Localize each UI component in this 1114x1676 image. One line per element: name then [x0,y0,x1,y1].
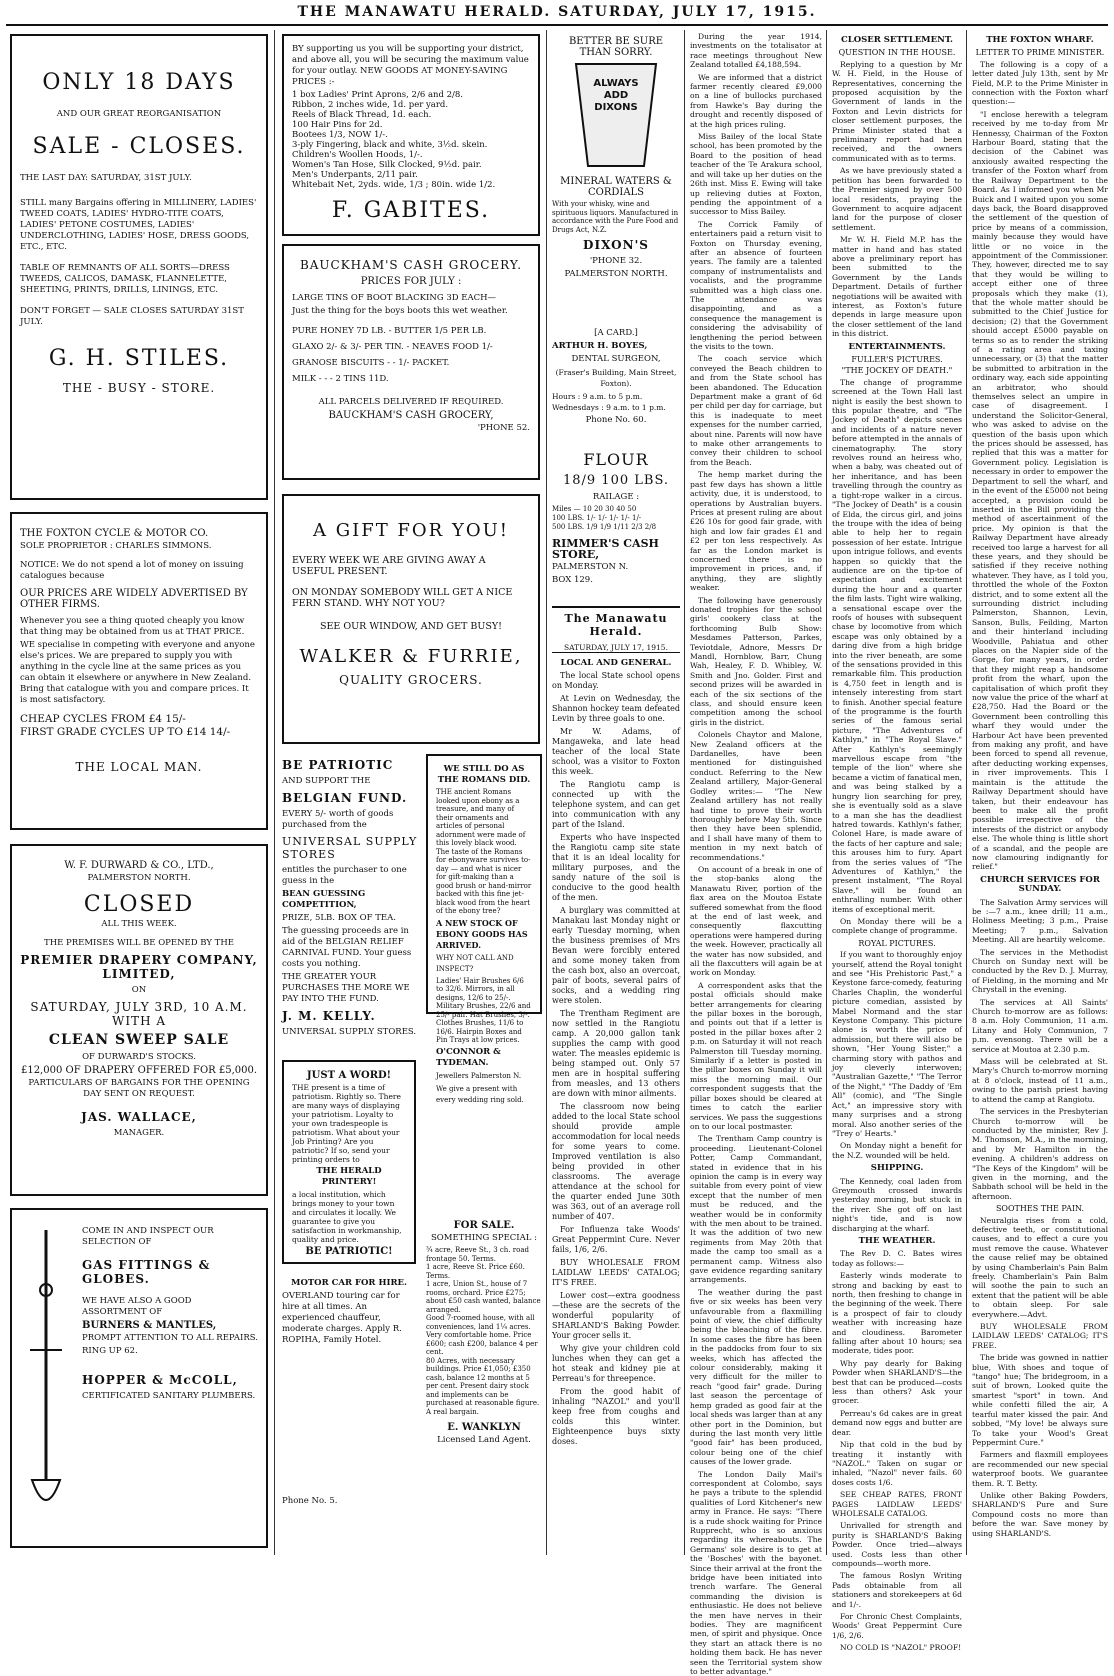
ad-text: 'PHONE 52. [477,423,530,433]
article-paragraph: Why give your children cold lunches when they can get a hot steak and kidney pie at Perreau's for threepence. [552,1344,680,1383]
article-paragraph: Easterly winds moderate to strong and backing by east to north, then freshing to change in the beginning of the week. There is a prospect of fair to cloudy weather with increasing haze and cloudiness. Barometer falling after about 10 hours; sea moderate, tides poor. [832,1271,962,1356]
ad-text: [A CARD.] [594,328,638,338]
column-rule [966,30,967,1555]
ad-headline: BETTER BE SURE THAN SORRY. [568,36,664,58]
table-row: 100 LBS. 1/- 1/- 1/- 1/- 1/- [552,514,642,522]
article-paragraph: Colonels Chaytor and Malone, New Zealand officers at the Dardanelles, have been mentioned for distinguished conduct. Referring to the New Zealand artillery, Major-General Godley writes:— "The New Zealand artillery has not really had time to prove their worth thoroughly before May 5th. Since then they have been splendid, and I shall have many of them to mention in my next batch of recommendations." [690,730,822,862]
ad-headline: ARTHUR H. BOYES, [552,341,648,351]
article-paragraph: The change of programme screened at the Town Hall last night is easily the best shown to this popular theatre, and "The Jockey of Death" depicts scenes and incidents of a nature never before attempted in the annals of cinematography. The story revolves round an heiress who, when a baby, was cheated out of her inheritance, and has been travelling through the country as a tight-rope walker in a circus. "The Jockey of Death" is a cousin of Elda, the circus girl, and joins the troupe with the idea of being able to help her to regain possession of her estate. Intrigue upon intrigue follows, and events happen so quickly that the audience are on the tip-toe of expectation and excitement during the hour and a quarter the film lasts. Tight wire walking, a sensational escape over the roofs of houses with subsequent chase by locomotive from which escape was only obtained by a daring dive from a high bridge into the river beneath, are some of the sensations provided in this remarkable film. This production is 4,750 feet in length and is intensely interesting from start to finish. Another special feature of the programme is the fourth series of the famous serial picture, "The Adventures of Kathlyn," in "The Royal Slave." After Kathlyn's seemingly marvellous escape from "the temple of the lion" where she became a victim of fanatical men, and was being stalked by a hungry lion searching for prey, she is eventually sold as a slave to a man she has the deadliest hatred towards. Kathlyn's father, Colonel Hare, is made aware of the facts of her capture and sale; this arouses him to fury. Apart from the series values of "The Adventures of Kathlyn," the present instalment, "The Royal Slave," will be found an enthralling number. With other items of exceptional merit. [832,377,962,914]
ad-walker-furrie [282,494,540,744]
ad-text: EVERY WEEK WE ARE GIVING AWAY A USEFUL PRESENT. [292,555,486,577]
ad-signature: BAUCKHAM'S CASH GROCERY, [328,410,494,421]
article-paragraph: For Influenza take Woods' Great Peppermint Cure. Never fails, 1/6, 2/6. [552,1225,680,1254]
ad-text: OF DURWARD'S STOCKS. [82,1052,196,1062]
article-paragraph: The Rev D. C. Bates wires today as follows:— [832,1249,962,1268]
article-paragraph: On Monday night a benefit for the N.Z. wounded will be held. [832,1141,962,1160]
article-paragraph: The Salvation Army services will be :—7 a.m., knee drill; 11 a.m., Holiness Meeting; 3 p.m., Praise Meeting; 7 p.m., Salvation Meeting. All are heartily welcome. [972,897,1108,945]
article-paragraph: Experts who have inspected the Rangiotu camp site state that it is an ideal locality for military purposes, and the sandy nature of the soil is conducive to the good health of the men. [552,833,680,902]
ad-item-list [426,1246,542,1416]
masthead: THE MANAWATU HERALD. SATURDAY, JULY 17, 1915. [297,4,817,20]
article-paragraph: The weather during the past five or six weeks has been very unfavourable from a flaxmilling point of view, the chief difficulty being the bleaching of the fibre. In some cases the fibre has been in the paddocks from four to six weeks, which has affected the colour considerably, making it very difficult for the miller to reach "good fair" grade. During last season the percentage of hemp graded as good fair at the local sheds was larger than at any other port in the Dominion, but during the last month very little "good fair" has been produced, colour being one of the chief causes of the lower grade. [690,1287,822,1467]
ad-text: ALL PARCELS DELIVERED IF REQUIRED. [318,397,504,407]
ad-text: RAILAGE : [592,492,640,502]
ad-rimmer [552,446,680,596]
article-paragraph: Unrivalled for strength and purity is SHARLAND'S Baking Powder. Once tried—always used. Costs less than other compounds—worth more. [832,1521,962,1568]
ad-text: ON [131,985,147,995]
ad-headline: BELGIAN FUND. [282,791,408,805]
ad-signature: RIMMER'S CASH STORE, [552,537,659,561]
ad-text: EVERY 5/- worth of goods purchased from the [282,809,394,830]
ad-headline: MINERAL WATERS & CORDIALS [560,176,672,198]
ad-signature: THE LOCAL MAN. [75,760,203,774]
article-paragraph: Farmers and flaxmill employees are recommended our new special waterproof boots. We guarantee them. R. T. Betty. [972,1450,1108,1488]
table-row: 500 LBS. 1/9 1/9 1/11 2/3 2/8 [552,523,657,531]
railage-table [552,505,680,532]
section-heading: THE WEATHER. [858,1235,936,1246]
article-paragraph: Miss Bailey of the local State school, has been promoted by the Board to the position of head teacher of the Te Arakura school, and will take up her duties on the 26th inst. Miss E. Ewing will take up relieving duties at Foxton, pending the appointment of a successor to Miss Bailey. [690,132,822,217]
ad-text: THE LAST DAY: SATURDAY, 31ST JULY. [20,173,192,183]
article-paragraph: If you want to thoroughly enjoy yourself, attend the Royal tonight and see "His Prehistoric Past," a Keystone farce-comedy, featuring Charles Chaplin, the wonderful picture comedian, assisted by Mabel Normand and the star Keystone Company. This picture alone is worth the price of admission, but there will also be shown, "Her Young Sister," a charming story with pathos and joy cleverly interwoven; "Australian Gazette," "The Terror of the Night," "The Daddy of 'Em All" (comic), and "The Single Act," an impressive story with many surprises and a strong moral. Also another series of the "Trey o' Hearts." [832,950,962,1138]
ad-headline: CLEAN SWEEP SALE [48,1032,230,1048]
column-wharf-church [972,32,1108,1552]
list-item: 3-ply Fingering, black and white, 3½d. skein. [292,140,488,150]
article-paragraph: During the year 1914, investments on the totalisator at race meetings throughout New Zealand totalled £4,188,594. [690,32,822,70]
ad-text: NOTICE: We do not spend a lot of money on issuing catalogues because [20,560,244,581]
ad-text: PARTICULARS OF BARGAINS FOR THE OPENING DAY SENT ON REQUEST. [28,1078,250,1099]
article-paragraph: The following is a copy of a letter dated July 13th, sent by Mr Field, M.P. to the Prime Minister in connection with the Foxton wharf question:— [972,59,1108,107]
ad-bauckham [282,244,540,480]
article-paragraph: Nip that cold in the bud by treating it instantly with "NAZOL." Taken on sugar or inhaled, "Nazol" never fails. 60 doses costs 1/6. [832,1440,962,1487]
ad-headline: BE PATRIOTIC [282,758,394,772]
ad-durward [10,844,268,1196]
ad-text: Ladies' Hair Brushes 6/6 to 32/6. Mirrors, in all designs, 12/6 to 25/-. Military Brushes, 22/6 and 25/- pair. Hat Brushes, 3/-. Clothes Brushes, 11/6 to 16/6. Hairpin Boxes and Pin Trays at low prices. [436,976,531,1044]
ad-kelly [282,754,420,1050]
ad-headline: SALE - CLOSES. [32,134,246,159]
ad-text: PALMERSTON NORTH. [87,873,191,883]
article-paragraph: Mass will be celebrated at St. Mary's Church to-morrow morning at 8 o'clock, instead of 11 a.m., owing to the parish priest having to attend the camp at Rangiotu. [972,1057,1108,1104]
ad-text: W. F. DURWARD & CO., LTD., [64,860,214,871]
ad-text: SOMETHING SPECIAL : [430,1233,538,1243]
ad-headline: WE STILL DO AS THE ROMANS DID. [437,764,531,785]
ad-text: Hours : 9 a.m. to 5 p.m. Wednesdays : 9 a.m. to 1 p.m. [552,392,666,412]
article-paragraph: Why pay dearly for Baking Powder when SHARLAND'S—the best that can be produced—costs less than others? Ask your grocer. [832,1358,962,1406]
article-paragraph: BUY WHOLESALE FROM LAIDLAW LEEDS' CATALOG; IT'S FREE. [552,1258,680,1287]
ad-text: THE ancient Romans looked upon ebony as a treasure, and many of their ornaments and articles of personal adornment were made of this lovely black wood. The taste of the Romans for ebonyware survives to-day — and what is nicer for gift-making than a good brush or hand-mirror backed with this fine jet-black wood from the heart of the ebony tree? [436,788,532,915]
list-item: GLAXO 2/- & 3/- PER TIN. - NEAVES FOOD 1/- [292,342,493,352]
column-local-general [552,654,680,1550]
column-rule [274,30,275,1555]
article-paragraph: "I enclose herewith a telegram received by me to-day from Mr Hennessy, Chairman of the Foxton Harbour Board, stating that the decision of the Cabinet was anxiously awaited respecting the transfer of the Foxton wharf from the Railway Department to the Board. As I informed you when Mr Buick and I waited upon you some days back, the Board disapproved the settlement of the question of price by means of a commission, mainly because they would have little or no voice in the appointment of the Commissioner. They, however, directed me to say that they would be willing to accept either one of three proposals which they make (1), that the whole matter should be submitted to the Chief Justice for decision; (2) that the Government should accept £5000 payable on terms so as to render the striking of a rating area and taxing unnecessary, or (3) that the matter be submitted to arbitration in the ordinary way, each side appointing an arbitrator, who should themselves select an umpire in case of disagreement. I understand the Solicitor-General, who was asked to advise on the question of the basis upon which the prices should be assessed, has replied that this was a matter for Government policy. Legislation is necessary in order to empower the Department to sell the wharf, and in the event of the £5000 not being accepted, a provision could be inserted in the Bill providing the method of ascertainment of the price. My opinion is that the Railway Department have already received too large a harvest for all these years, and they should be satisfied if they receive nothing whatever. They have, as I told you, throttled the whole of the Foxton district, and to some extent all the surrounding district including Palmerston, Shannon, Levin, Sanson, Bulls, Feilding, Marton and their hinterland including Woodville, Pahiatua and other places on the Napier side of the Gorge, for many years, in order that they might reap a handsome profit from the wharf, upon the capitalisation of which profit they now value the price of the wharf at £28,750. Had the Board or the Government been controlling this wharf they would under the Harbour Act have been prevented from making any profit, and have been forced to spend all revenue, after deducting working expenses, in river improvements. This I maintain is the attitude the Railway Department should have taken, but their endeavour has been to make all the profit possible irrespective of the interests of the district or anybody else. The whole thing is little short of a scandal, and the people are now clamouring indignantly for relief." [972,109,1108,872]
ad-text: PRICES FOR JULY : [360,276,462,287]
list-item: Children's Woollen Hoods, 1/-. [292,150,423,160]
ad-text: THE GREATER YOUR PURCHASES THE MORE WE PAY INTO THE FUND. [282,972,410,1004]
section-heading: THE FOXTON WHARF. [986,35,1094,45]
section-heading: ENTERTAINMENTS. [848,341,946,352]
ad-text: entitles the purchaser to one guess in the [282,865,407,886]
ad-text: BEAN GUESSING COMPETITION, [282,889,366,910]
article-paragraph: NO COLD IS "NAZOL" PROOF! [840,1643,962,1653]
article-paragraph: The famous Roslyn Writing Pads obtainable from all stationers and storekeepers at 6d and 1/-. [832,1571,962,1609]
ad-text: QUALITY GROCERS. [339,673,483,687]
ad-headline: THE HERALD PRINTERY! [316,1166,382,1187]
ad-text: Whenever you see a thing quoted cheaply you know that thing may be obtained from us at THAT PRICE. [20,616,245,637]
list-item: ¾ acre, Reeve St., 3 ch. road frontage 50. Terms. [426,1246,529,1263]
ad-text: PROMPT ATTENTION TO ALL REPAIRS. [82,1333,258,1343]
paper-date: SATURDAY, JULY 17, 1915. [564,643,668,652]
ad-text: ON MONDAY SOMEBODY WILL GET A NICE FERN STAND. WHY NOT YOU? [292,587,513,609]
article-paragraph: For Chronic Chest Complaints, Woods' Great Peppermint Cure 1/6, 2/6. [832,1612,962,1640]
list-item: 1 acre, Union St., house of 7 rooms, orchard. Price £275; about £50 cash wanted, balance arranged. [426,1280,541,1314]
ad-text: FIRST GRADE CYCLES UP TO £14 14/- [20,726,231,738]
ad-headline: UNIVERSAL SUPPLY STORES [282,835,418,861]
ad-text: PRIZE, 5LB. BOX OF TEA. [282,913,396,923]
ad-text: Jewellers Palmerston N. [436,1071,522,1080]
article-paragraph: Mr W. H. Field M.P. has the matter in hand and has stated above a preliminary report has been submitted to the Government by the Lands Department. Details of further negotiations will be awaited with interest, as Foxton's future depends in large measure upon the closer settlement of the land in this district. [832,235,962,339]
ad-text: SATURDAY, JULY 3RD, 10 A.M. WITH A [30,1000,248,1028]
table-row: Miles — 10 20 30 40 50 [552,505,637,513]
ad-dixon [552,34,680,304]
list-item: Women's Tan Hose, Silk Clocked, 9½d. pair. [292,160,482,170]
ad-text: STILL many Bargains offering in MILLINERY, LADIES' TWEED COATS, LADIES' HYDRO-TITE COATS, LADIES' PETONE COSTUMES, LADIES' UNDERCLOTHING, LADIES' HOSE, DRESS GOODS, ETC., ETC. [20,198,257,252]
ad-text: UNIVERSAL SUPPLY STORES. [282,1027,417,1037]
list-item: Ribbon, 2 inches wide, 1d. per yard. [292,100,449,110]
list-item: GRANOSE BISCUITS - - 1/- PACKET. [292,358,450,368]
article-paragraph: A burglary was committed at Manakau last Monday night or early Tuesday morning, when the business premises of Mrs Bevan were forcibly entered and some money taken from the cash box, also an overcoat, pair of boots, several pairs of socks, and a wedding ring were stolen. [552,906,680,1005]
ad-text: Phone No. 60. [585,415,647,425]
ad-text: 'PHONE 32. [589,256,643,266]
section-heading: CLOSER SETTLEMENT. [840,35,954,45]
column-rule [826,30,827,1555]
article-paragraph: A correspondent asks that the postal officials should make better arrangements for clearing the pillar boxes in the borough, and points out that if a letter is posted in the pillar boxes after 2 p.m. on Saturday it will not reach Palmerston till Tuesday morning. Similarly if a letter is posted in the pillar boxes on Sunday it will miss the morning mail. Our correspondent suggests that the pillar boxes should be cleared at times to catch the earlier services. We pass the suggestions on to our local postmaster. [690,980,822,1131]
ad-text: With your whisky, wine and spirituous liquors. Manufactured in accordance with the Pure Food and Drugs Act, N.Z. [552,200,679,234]
section-subheading: LETTER TO PRIME MINISTER. [975,48,1105,58]
article-paragraph: At Levin on Wednesday, the Shannon hockey team defeated Levin by three goals to one. [552,694,680,723]
ad-text: SEE OUR WINDOW, AND GET BUSY! [319,621,503,632]
article-paragraph: The bride was gowned in nattier blue, With shoes and toque of "tango" hue; The bridegroom, in a suit of brown, Looked quite the smartest "sport" in town. And while confetti filled the air, A tearful mater kissed the pair. And sobbed, "My love! be always sure To take your Wood's Great Peppermint Cure." [972,1353,1108,1447]
ad-text: OUR PRICES ARE WIDELY ADVERTISED BY OTHER FIRMS. [20,588,248,610]
ad-signature: O'CONNOR & TYDEMAN. [436,1046,501,1068]
section-subheading: QUESTION IN THE HOUSE. [838,48,956,58]
ad-stiles [10,34,268,500]
gas-lamp-icon [26,1230,66,1530]
section-subheading: FULLER'S PICTURES. [851,355,943,364]
glass-label: ALWAYS ADD DIXONS [593,78,639,113]
list-item: Whitebait Net, 2yds. wide, 1/3 ; 80in. wide 1/2. [292,180,496,190]
ad-text: The guessing proceeds are in aid of the BELGIAN RELIEF CARNIVAL FUND. Your guess costs you nothing. [282,926,412,969]
ad-herald-printery [282,1060,416,1264]
ad-text: BY supporting us you will be supporting your district, and above all, you will be securing the maximum value for your outlay. NEW GOODS AT MONEY-SAVING PRICES :- [292,44,529,87]
list-item: MILK - - - 2 TINS 11D. [292,374,389,384]
ad-hopper [10,1208,268,1548]
ad-text: ALL THIS WEEK. [101,919,177,929]
ad-headline: A NEW STOCK OF EBONY GOODS HAS ARRIVED. [436,917,528,950]
ad-text: AND SUPPORT THE [282,776,371,786]
ad-oconnor-tydeman [426,754,542,1104]
article-paragraph: From the good habit of inhaling "NAZOL" and you'll keep free from coughs and colds this winter. Eighteenpence buys sixty doses. [552,1387,680,1446]
column-news [690,32,822,1676]
ad-text: BOX 129. [552,575,593,585]
article-paragraph: Unlike other Baking Powders, SHARLAND'S Pure and Sure Compound costs no more than before the war. Save money by using SHARLAND'S. [972,1490,1108,1538]
ad-gabites [282,34,540,236]
ad-text: COME IN AND INSPECT OUR SELECTION OF [82,1226,214,1247]
section-subheading: ROYAL PICTURES. [858,938,936,948]
ad-text: DENTAL SURGEON, [571,354,661,364]
article-paragraph: Perreau's 6d cakes are in great demand now eggs and butter are dear. [832,1408,962,1437]
article-paragraph: The coach service which conveyed the Beach children to and from the State school has been abandoned. The Education Department make a grant of 6d per child per day for carriage, but this is inadequate to meet expenses for the number carried, about nine. Parents will now have to make other arrangements to convey their children to school from the Beach. [690,354,822,467]
list-item: Bootees 1/3, NOW 1/-. [292,130,388,140]
ad-text: BURNERS & MANTLES, [82,1320,217,1331]
list-item: Reels of Black Thread, 1d. each. [292,110,432,120]
article-paragraph: On account of a break in one of the stop-banks along the Manawatu River, portion of the flax area on the Moutoa Estate suffered somewhat from the flood at the end of last week, and consequently flaxcutting operations were hampered during the week. However, practically all the water has now subsided, and all the flaxcutters will again be at work on Monday. [690,864,822,978]
ad-text: RING UP 62. [82,1346,138,1356]
ad-text: CERTIFICATED SANITARY PLUMBERS. [82,1391,256,1401]
article-paragraph: The Kennedy, coal laden from Greymouth crossed inwards yesterday morning, but stuck in the river. She got off on last night's tide, and is now discharging at the wharf. [832,1176,962,1233]
ad-boyes [552,326,680,436]
ad-signature: J. M. KELLY. [282,1009,376,1023]
ad-signature: F. GABITES. [331,198,491,223]
ad-text: AND OUR GREAT REORGANISATION [56,109,222,119]
ad-text: Phone No. 5. [282,1496,338,1506]
ad-text: PALMERSTON NORTH. [564,269,668,279]
masthead-rule [6,24,1108,26]
ad-headline: A GIFT FOR YOU! [313,520,509,541]
ad-headline: MOTOR CAR FOR HIRE. [291,1278,407,1288]
ad-headline: GAS FITTINGS & GLOBES. [82,1258,211,1286]
ad-headline: PREMIER DRAPERY COMPANY, LIMITED, [20,953,258,981]
article-paragraph: Mr W. Adams, of Mangaweka, and late head teacher of the local State school, was a visitor to Foxton this week. [552,727,680,776]
column-rule [684,30,685,1555]
section-heading: LOCAL AND GENERAL. [560,658,672,668]
article-paragraph: On Monday there will be a complete change of programme. [832,916,962,936]
list-item: 1 acre, Reeve St. Price £60. Terms. [426,1263,525,1280]
ad-text: WE specialise in competing with everyone and anyone else's prices. We are prepared to supply you with anything in the cycle line at the same prices as you can obtain it elsewhere or anywhere in New Zealand. Bring that catalogue with you and compare prices. It is most satisfactory. [20,640,255,705]
ad-text: CHEAP CYCLES FROM £4 15/- [20,713,186,725]
ad-text: DON'T FORGET — SALE CLOSES SATURDAY 31ST JULY. [20,306,244,327]
ad-text: Just the thing for the boys boots this wet weather. [292,306,508,316]
ad-text: We give a present with every wedding ring sold. [436,1084,524,1104]
ad-signature: BE PATRIOTIC! [305,1246,393,1257]
column-rule [546,30,547,1555]
ad-text: THE - BUSY - STORE. [62,381,216,395]
article-paragraph: The following have generously donated trophies for the school girls' cookery class at the forthcoming Bulb Show: Mesdames Patterson, Parkes, Teviotdale, Adnore, Messrs Dr Mandl, Hornblow, Barr, Chung Wah, Healey, F. D. Whibley, W. Smith and Jno. Golder. First and second prizes will be awarded in each of the six sections of the class, and should ensure keen competition among the school girls in the district. [690,595,822,727]
glass-icon [552,60,680,170]
ad-headline: FLOUR [583,450,649,469]
article-paragraph: The services in the Presbyterian Church to-morrow will be conducted by the minister, Rev J. M. Thomson, M.A., in the morning, and by Mr Hamilton in the evening. A children's address on "The Keys of the Kingdom" will be given in the morning, and the Sabbath school will be held in the afternoon. [972,1107,1108,1201]
paper-name: The Manawatu Herald. [564,612,668,638]
ad-text: WHY NOT CALL AND INSPECT? [436,953,514,973]
ad-text: PALMERSTON N. [552,562,629,572]
section-subheading: SOOTHES THE PAIN. [995,1204,1085,1214]
article-paragraph: The Rangiotu camp is connected up with the telephone system, and can get into communication with any part of the Island. [552,780,680,829]
ad-signature: HOPPER & McCOLL, [82,1373,238,1387]
article-paragraph: SEE CHEAP RATES, FRONT PAGES LAIDLAW LEEDS' WHOLESALE CATALOG. [832,1490,962,1518]
ad-headline: CLOSED [83,892,195,917]
ad-signature: G. H. STILES. [48,346,230,371]
ad-headline: ONLY 18 DAYS [42,70,236,95]
list-item: 1 box Ladies' Print Aprons, 2/6 and 2/8. [292,90,464,100]
list-item: 80 Acres, with necessary buildings. Price £1,050; £350 cash, balance 12 months at 5 per cent. Present dairy stock and implements can be purchased at reasonable figure. A real bargain. [426,1356,540,1416]
ad-text: SOLE PROPRIETOR : CHARLES SIMMONS. [20,541,212,551]
list-item: PURE HONEY 7D LB. - BUTTER 1/5 PER LB. [292,326,487,336]
article-paragraph: The Trentham Camp country is proceeding. Lieutenant-Colonel Potter, Camp Commandant, stated in evidence that in his opinion the camp is in every way suitable from every point of view except that the number of men must be reduced, and the weather would be in conformity with the men about to be trained. It was the addition of two new regiments from May 20th that made the camp too small as a permanent camp. Witness also gave evidence regarding sanitary arrangements. [690,1134,822,1285]
ad-text: a local institution, which brings money to your town and circulates it locally. We guarantee to give you satisfaction in workmanship, quality and price. [292,1190,402,1244]
article-paragraph: The services at All Saints' Church to-morrow are as follows: 8 a.m. Holy Communion, 11 a.m. Litany and Holy Communion, 7 p.m. evensong. There will be a service at Moutoa at 2.30 p.m. [972,997,1108,1054]
ad-text: LARGE TINS OF BOOT BLACKING 3D EACH— [292,293,497,303]
article-paragraph: We are informed that a district farmer recently cleared £9,000 on a line of bullocks purchased from Hawke's Bay during the drought and recently disposed of at the high prices ruling. [690,72,822,129]
ad-text: (Fraser's Building, Main Street, Foxton). [555,368,677,388]
ad-signature: JAS. WALLACE, [81,1110,197,1124]
list-item: 100 Hair Pins for 2d. [292,120,383,130]
ad-motor-car [282,1276,416,1548]
ad-text: MANAGER. [113,1128,165,1138]
ad-signature: WALKER & FURRIE, [299,646,523,667]
ad-text: TABLE OF REMNANTS OF ALL SORTS—DRESS TWEEDS, CALICOS, DAMASK, FLANNELETTE, SHEETING, PRINTS, DRILLS, LININGS, ETC. [20,263,230,295]
price-list [292,323,530,387]
ad-headline: 18/9 100 LBS. [562,473,670,488]
article-paragraph: Replying to a question by Mr W. H. Field, in the House of Representatives, concerning the proposed acquisition by the Government of lands in the Foxton and Levin districts for closer settlement purposes, the Prime Minister stated that a preliminary report had been received, and the owners communicated with as to terms. [832,59,962,163]
article-paragraph: As we have previously stated a petition has been forwarded to the Premier signed by over 500 local residents, praying the Government to acquire adjacent land for the purpose of closer settlement. [832,166,962,232]
article-paragraph: The hemp market during the past few days has shown a little activity, due, it is understood, to operations by Australian buyers. Prices at present ruling are about £26 10s for good fair grade, with high and low fair grades £1 and £2 per ton less respectively. As far as the London market is concerned there is no improvement in prices, and, if anything, they are slightly weaker. [690,470,822,593]
ad-signature: DIXON'S [583,238,649,252]
column-settlement-entertainment [832,32,962,1653]
ad-headline: JUST A WORD! [306,1070,392,1081]
ad-text: Licensed Land Agent. [437,1435,531,1445]
ad-text: £12,000 OF DRAPERY OFFERED FOR £5,000. [20,1065,258,1076]
article-paragraph: Neuralgia rises from a cold, defective teeth, or constitutional causes, and to effect a cure you must remove the cause. Whatever the cause relief may be obtained by using Chamberlain's Pain Balm freely. Chamberlain's Pain Balm will soothe the pain to such an extent that the patient will be able to obtain sleep. For sale everywhere.—Advt. [972,1215,1108,1319]
section-heading: CHURCH SERVICES FOR SUNDAY. [980,874,1100,895]
ad-headline: THE FOXTON CYCLE & MOTOR CO. [20,528,209,539]
ad-headline: BAUCKHAM'S CASH GROCERY. [299,258,523,272]
ad-text: OVERLAND touring car for hire at all times. An experienced chauffeur, moderate charges. Apply R. ROPIHA, Family Hotel. [282,1291,402,1345]
ad-signature: E. WANKLYN [447,1422,521,1433]
article-paragraph: BUY WHOLESALE FROM LAIDLAW LEEDS' CATALOG; IT'S FREE. [972,1322,1108,1350]
list-item: Men's Underpants, 2/11 pair. [292,170,418,180]
article-paragraph: The classroom now being added to the local State school should provide ample accommodation for local needs for some years to come. Improved ventilation is also being provided in other classrooms. The average attendance at the school for the quarter ended June 30th was 363, out of an average roll number of 407. [552,1102,680,1221]
ad-wanklyn [426,1028,542,1548]
ad-foxton-cycle [10,512,268,830]
ad-text: THE PREMISES WILL BE OPENED BY THE [44,938,234,948]
article-paragraph: The London Daily Mail's correspondent at Colombo, says he pays a tribute to the splendid qualities of Lord Kitchener's new army in France. He says: "There is a rude shock waiting for Prince Rupprecht, who is so anxious regarding its whereabouts. The Germans' sole desire is to get at the 'Bosches' with the bayonet. Since their arrival at the front the bridge have been initiated into trench warfare. The General commanding the division is enthusiastic. He does not believe the men have nerves in their bodies. They are magnificent men, of spirit and physique. Once they start an attack there is no holding them back. He has never seen the Territorial system show to better advantage." [690,1469,822,1676]
section-subheading: "THE JOCKEY OF DEATH." [841,366,953,376]
ad-item-list [292,90,530,190]
article-paragraph: Lower cost—extra goodness—these are the secrets of the wonderful popularity of SHARLAND'S Baking Powder. Your grocer sells it. [552,1291,680,1340]
paper-nameplate [552,606,680,653]
ad-text: WE HAVE ALSO A GOOD ASSORTMENT OF [82,1296,192,1317]
article-paragraph: The Trentham Regiment are now settled in the Rangiotu camp. A 20,000 gallon tank supplies the camp with good water. The measles epidemic is being stamped out. Only 57 men are in hospital suffering from measles, and 13 others are down with minor ailments. [552,1009,680,1098]
article-paragraph: The services in the Methodist Church on Sunday next will be conducted by the Rev D. J. Murray, of Fielding, in the morning and Mr Chrystall in the evening. [972,947,1108,995]
ad-headline: FOR SALE. [453,1220,515,1231]
section-heading: SHIPPING. [870,1163,924,1174]
list-item: Good 7-roomed house, with all conveniences, land 1¼ acres. Very comfortable home. Price £600; cash £200, balance 4 per cent. [426,1314,538,1356]
article-paragraph: The local State school opens on Monday. [552,671,680,690]
ad-text: THE present is a time of patriotism. Rightly so. There are many ways of displaying your patriotism. Loyalty to your own tradespeople is patriotism. What about your Job Printing? Are you patriotic? If so, send your printing orders to [292,1083,401,1164]
article-paragraph: The Corrick Family of entertainers paid a return visit to Foxton on Thursday evening, after an absence of fourteen years. The family are a talented company of instrumentalists and vocalists, and the programme submitted was a high class one. The attendance was disappointing, and as a consequence the management is considering the advisability of lengthening the period between the visits to the town. [690,219,822,351]
